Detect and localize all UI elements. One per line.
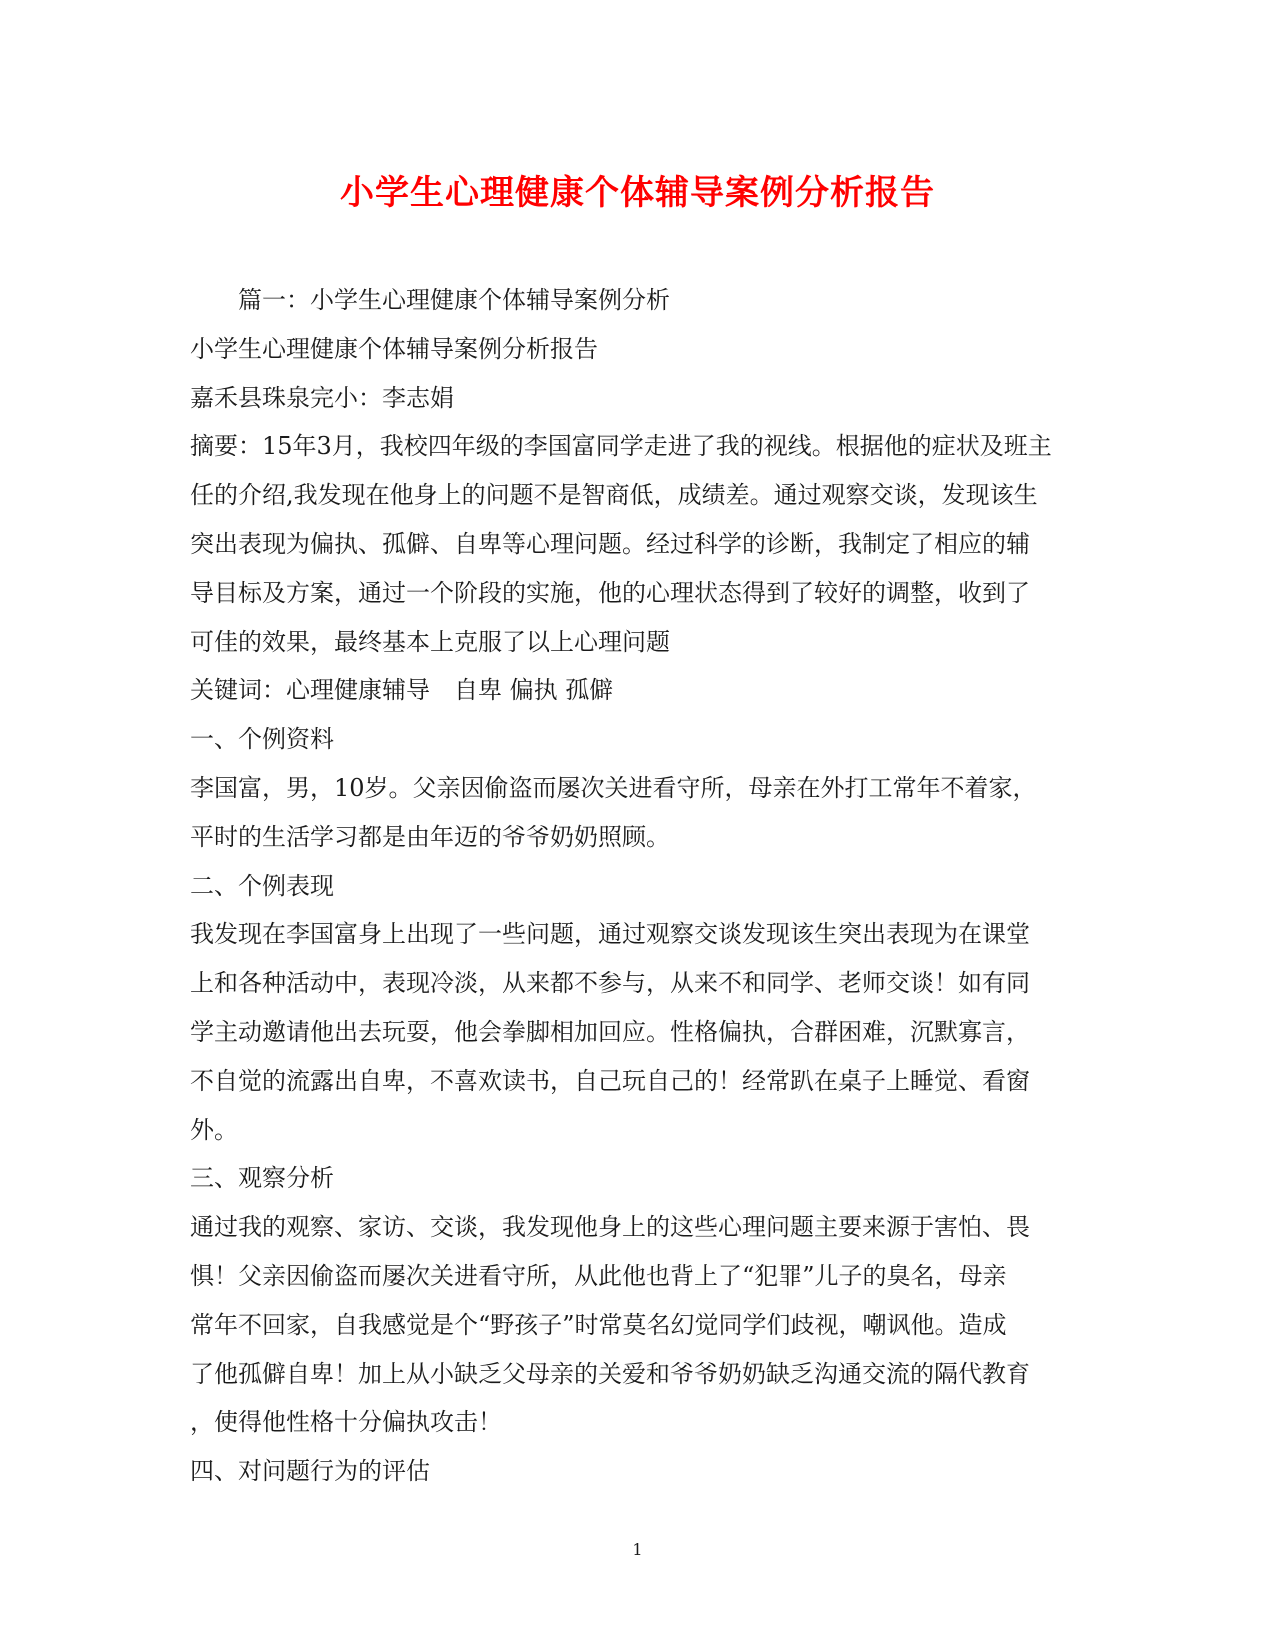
observation-line: 常年不回家，自我感觉是个“野孩子”时常莫名幻觉同学们歧视，嘲讽他。造成 xyxy=(190,1310,1007,1339)
abstract-line: 突出表现为偏执、孤僻、自卑等心理问题。经过科学的诊断，我制定了相应的辅 xyxy=(190,529,1030,558)
report-subtitle: 小学生心理健康个体辅导案例分析报告 xyxy=(190,334,598,363)
case-behavior-line: 外。 xyxy=(190,1115,238,1144)
page-number: 1 xyxy=(632,1540,643,1559)
case-behavior-line: 上和各种活动中，表现冷淡，从来都不参与，从来不和同学、老师交谈！如有同 xyxy=(190,969,1030,998)
section-heading-part-one: 篇一：小学生心理健康个体辅导案例分析 xyxy=(238,286,670,314)
case-info-line: 李国富，男，10岁。父亲因偷盗而屡次关进看守所，母亲在外打工常年不着家， xyxy=(190,773,1037,802)
section-heading-case-info: 一、个例资料 xyxy=(190,725,334,754)
observation-line: 了他孤僻自卑！加上从小缺乏父母亲的关爱和爷爷奶奶缺乏沟通交流的隔代教育 xyxy=(190,1359,1030,1388)
observation-line: ，使得他性格十分偏执攻击！ xyxy=(190,1408,502,1437)
section-heading-evaluation: 四、对问题行为的评估 xyxy=(190,1457,430,1486)
observation-line: 通过我的观察、家访、交谈，我发现他身上的这些心理问题主要来源于害怕、畏 xyxy=(190,1213,1030,1242)
case-behavior-line: 学主动邀请他出去玩耍，他会拳脚相加回应。性格偏执，合群困难，沉默寡言， xyxy=(190,1017,1030,1046)
abstract-line: 可佳的效果，最终基本上克服了以上心理问题 xyxy=(190,627,670,656)
abstract-line: 导目标及方案，通过一个阶段的实施，他的心理状态得到了较好的调整，收到了 xyxy=(190,578,1030,607)
document-body xyxy=(190,276,1090,1496)
case-info-line: 平时的生活学习都是由年迈的爷爷奶奶照顾。 xyxy=(190,822,670,851)
observation-line: 惧！父亲因偷盗而屡次关进看守所，从此他也背上了“犯罪”儿子的臭名，母亲 xyxy=(190,1261,1007,1290)
abstract-line: 摘要：15年3月，我校四年级的李国富同学走进了我的视线。根据他的症状及班主 xyxy=(190,432,1052,461)
author-line: 嘉禾县珠泉完小：李志娟 xyxy=(190,383,454,412)
case-behavior-line: 不自觉的流露出自卑，不喜欢读书，自己玩自己的！经常趴在桌子上睡觉、看窗 xyxy=(190,1066,1030,1095)
section-heading-observation: 三、观察分析 xyxy=(190,1164,334,1193)
document-title: 小学生心理健康个体辅导案例分析报告 xyxy=(340,173,935,213)
case-behavior-line: 我发现在李国富身上出现了一些问题，通过观察交谈发现该生突出表现为在课堂 xyxy=(190,920,1030,949)
abstract-line: 任的介绍,我发现在他身上的问题不是智商低，成绩差。通过观察交谈，发现该生 xyxy=(190,481,1038,510)
keywords-line: 关键词：心理健康辅导 自卑 偏执 孤僻 xyxy=(190,676,614,705)
section-heading-case-behavior: 二、个例表现 xyxy=(190,871,334,900)
